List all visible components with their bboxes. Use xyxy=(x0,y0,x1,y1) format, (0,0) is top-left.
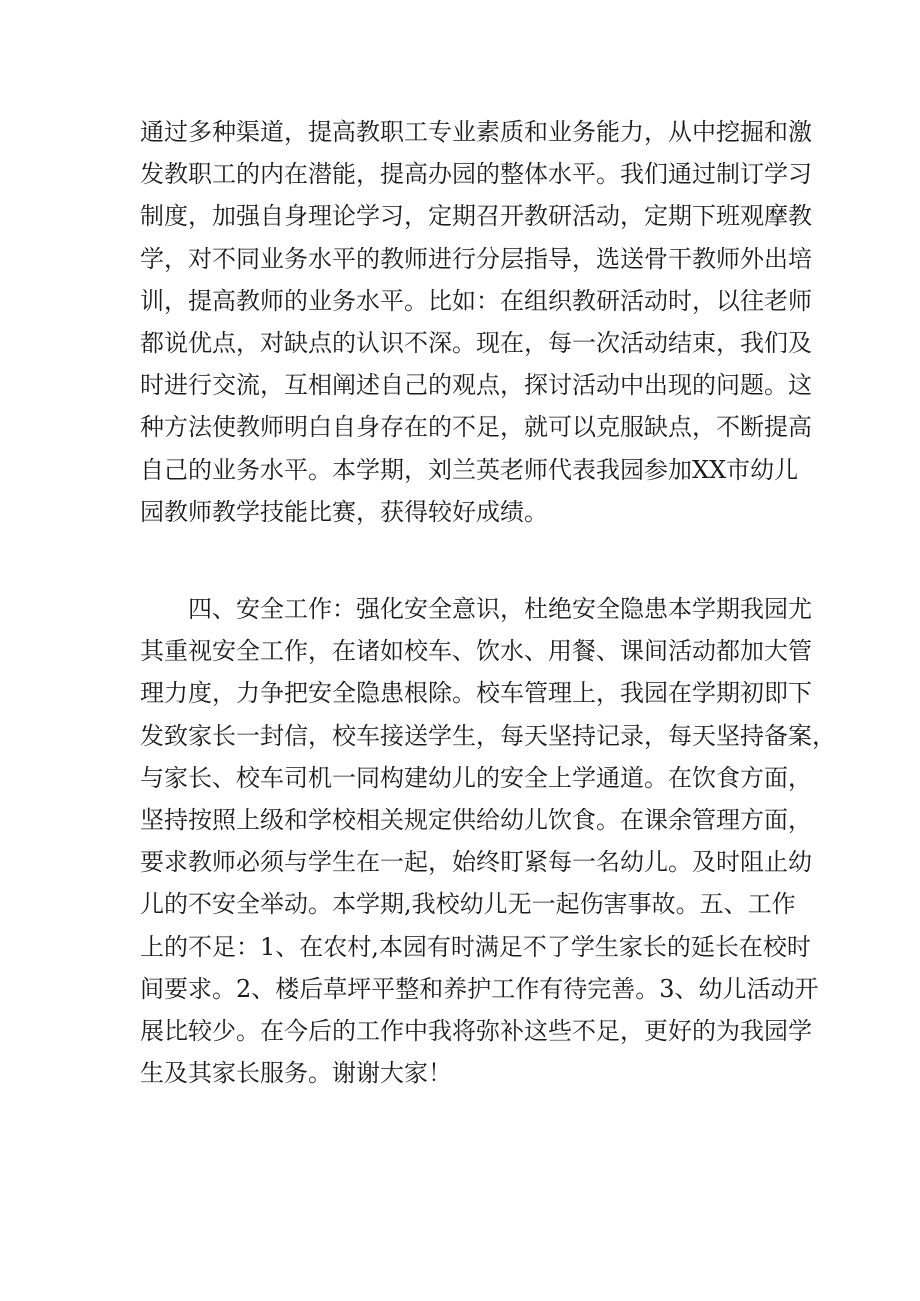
text-line: 要求教师必须与学生在一起，始终盯紧每一名幼儿。及时阻止幼 xyxy=(140,848,812,877)
text-line: 四、安全工作：强化安全意识，杜绝安全隐患本学期我园尤 xyxy=(140,595,812,623)
text-line: 坚持按照上级和学校相关规定供给幼儿饮食。在课余管理方面， xyxy=(140,805,812,834)
text-line: 与家长、校车司机一同构建幼儿的安全上学通道。在饮食方面， xyxy=(140,763,812,792)
text-line: 生及其家长服务。谢谢大家！ xyxy=(140,1059,452,1088)
paragraph-teacher-training xyxy=(140,111,812,533)
text-line: 上的不足：1、在农村,本园有时满足不了学生家长的延长在校时 xyxy=(140,932,811,961)
text-line: 都说优点，对缺点的认识不深。现在，每一次活动结束，我们及 xyxy=(140,328,812,357)
text-line: 儿的不安全举动。本学期,我校幼儿无一起伤害事故。五、工作 xyxy=(140,890,796,919)
text-line: 间要求。2、楼后草坪平整和养护工作有待完善。3、幼儿活动开 xyxy=(140,974,819,1003)
text-line: 学，对不同业务水平的教师进行分层指导，选送骨干教师外出培 xyxy=(140,244,812,273)
text-line: 时进行交流，互相阐述自己的观点，探讨活动中出现的问题。这 xyxy=(140,371,812,400)
text-line: 制度，加强自身理论学习，定期召开教研活动，定期下班观摩教 xyxy=(140,202,812,231)
text-line: 园教师教学技能比赛，获得较好成绩。 xyxy=(140,497,548,526)
text-line: 自己的业务水平。本学期，刘兰英老师代表我园参加XX市幼儿 xyxy=(140,455,799,484)
text-line: 其重视安全工作，在诸如校车、饮水、用餐、课间活动都加大管 xyxy=(140,637,812,666)
text-line: 种方法使教师明白自身存在的不足，就可以克服缺点，不断提高 xyxy=(140,413,812,442)
text-line: 通过多种渠道，提高教职工专业素质和业务能力，从中挖掘和激 xyxy=(140,118,812,146)
text-line: 发教职工的内在潜能，提高办园的整体水平。我们通过制订学习 xyxy=(140,160,812,189)
paragraph-safety-work xyxy=(140,588,836,1094)
text-line: 发致家长一封信，校车接送学生，每天坚持记录，每天坚持备案， xyxy=(140,721,836,750)
text-line: 理力度，力争把安全隐患根除。校车管理上，我园在学期初即下 xyxy=(140,679,812,708)
text-line: 展比较少。在今后的工作中我将弥补这些不足，更好的为我园学 xyxy=(140,1016,812,1045)
text-line: 训，提高教师的业务水平。比如：在组织教研活动时，以往老师 xyxy=(140,286,812,315)
